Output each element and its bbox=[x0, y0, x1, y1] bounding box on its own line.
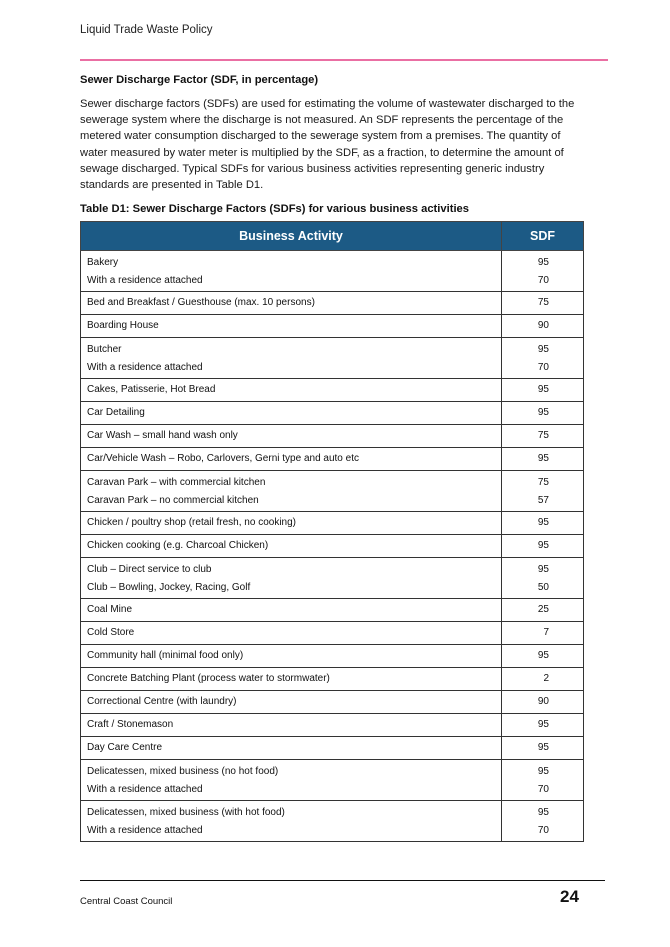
sdf-value: 95 bbox=[537, 650, 549, 661]
sdf-cell bbox=[502, 691, 584, 714]
activity-cell bbox=[81, 471, 502, 512]
activity-text: Car Detailing bbox=[87, 407, 145, 418]
table-row bbox=[81, 425, 584, 448]
header-divider bbox=[80, 59, 608, 61]
activity-text: Coal Mine bbox=[87, 604, 133, 615]
sdf-cell bbox=[502, 760, 584, 801]
activity-cell bbox=[81, 425, 502, 448]
sdf-cell bbox=[502, 599, 584, 622]
sdf-value: 75 bbox=[537, 297, 549, 308]
sdf-cell bbox=[502, 425, 584, 448]
section-heading: Sewer Discharge Factor (SDF, in percentage) bbox=[80, 74, 319, 86]
activity-text: With a residence attached bbox=[87, 784, 203, 795]
activity-text: Day Care Centre bbox=[87, 742, 163, 753]
sdf-value: 70 bbox=[537, 275, 549, 286]
activity-text: Craft / Stonemason bbox=[87, 719, 174, 730]
table-row bbox=[81, 668, 584, 691]
sdf-cell bbox=[502, 668, 584, 691]
sdf-value: 57 bbox=[537, 495, 549, 506]
table-row bbox=[81, 315, 584, 338]
sdf-value: 7 bbox=[543, 627, 549, 638]
table-row bbox=[81, 402, 584, 425]
activity-text: Bakery bbox=[87, 257, 119, 268]
page-number: 24 bbox=[560, 887, 579, 906]
activity-cell bbox=[81, 714, 502, 737]
activity-cell bbox=[81, 402, 502, 425]
sdf-value: 95 bbox=[537, 517, 549, 528]
table-row bbox=[81, 622, 584, 645]
sdf-value: 95 bbox=[537, 807, 549, 818]
sdf-cell bbox=[502, 645, 584, 668]
sdf-cell bbox=[502, 448, 584, 471]
sdf-cell bbox=[502, 535, 584, 558]
table-row bbox=[81, 737, 584, 760]
activity-text: Caravan Park – with commercial kitchen bbox=[87, 477, 266, 488]
activity-text: Correctional Centre (with laundry) bbox=[87, 696, 237, 707]
footer-divider bbox=[80, 880, 605, 881]
activity-cell bbox=[81, 737, 502, 760]
table-row bbox=[81, 251, 584, 292]
intro-paragraph: Sewer discharge factors (SDFs) are used for estimating the volume of wastewater discharged to the sewerage system where the discharge is not measured. An SDF represents the percentage of the metered water consumption discharged to the sewerage system from a premises. The quantity of water measured by water meter is multiplied by the SDF, as a fraction, to determine the amount of sewage discharged. Typical SDFs for various business activities representing generic industry standards are presented in Table D1. bbox=[80, 98, 575, 192]
activity-text: Caravan Park – no commercial kitchen bbox=[87, 495, 259, 506]
sdf-value: 25 bbox=[537, 604, 549, 615]
table-header-row bbox=[81, 222, 584, 251]
table-row bbox=[81, 379, 584, 402]
activity-cell bbox=[81, 801, 502, 842]
sdf-table-container bbox=[80, 221, 584, 842]
sdf-value: 95 bbox=[537, 453, 549, 464]
table-row bbox=[81, 801, 584, 842]
sdf-value: 2 bbox=[543, 673, 549, 684]
activity-cell bbox=[81, 448, 502, 471]
sdf-value: 95 bbox=[537, 344, 549, 355]
activity-cell bbox=[81, 558, 502, 599]
sdf-cell bbox=[502, 622, 584, 645]
activity-text: Car Wash – small hand wash only bbox=[87, 430, 238, 441]
sdf-cell bbox=[502, 379, 584, 402]
sdf-value: 70 bbox=[537, 362, 549, 373]
activity-text: Club – Bowling, Jockey, Racing, Golf bbox=[87, 582, 251, 593]
activity-cell bbox=[81, 599, 502, 622]
table-row bbox=[81, 535, 584, 558]
table-row bbox=[81, 292, 584, 315]
sdf-cell bbox=[502, 512, 584, 535]
activity-text: Butcher bbox=[87, 344, 122, 355]
activity-cell bbox=[81, 668, 502, 691]
sdf-value: 75 bbox=[537, 430, 549, 441]
table-row bbox=[81, 558, 584, 599]
sdf-value: 95 bbox=[537, 564, 549, 575]
activity-text: Delicatessen, mixed business (with hot food) bbox=[87, 807, 285, 818]
activity-cell bbox=[81, 535, 502, 558]
sdf-value: 95 bbox=[537, 742, 549, 753]
activity-text: With a residence attached bbox=[87, 825, 203, 836]
sdf-cell bbox=[502, 251, 584, 292]
activity-cell bbox=[81, 251, 502, 292]
table-row bbox=[81, 471, 584, 512]
sdf-cell bbox=[502, 801, 584, 842]
sdf-value: 90 bbox=[537, 320, 549, 331]
sdf-value: 70 bbox=[537, 784, 549, 795]
table-row bbox=[81, 645, 584, 668]
sdf-cell bbox=[502, 737, 584, 760]
activity-text: Chicken / poultry shop (retail fresh, no cooking) bbox=[87, 517, 296, 528]
table-caption: Table D1: Sewer Discharge Factors (SDFs) for various business activities bbox=[80, 203, 469, 215]
sdf-cell bbox=[502, 471, 584, 512]
activity-text: Cakes, Patisserie, Hot Bread bbox=[87, 384, 216, 395]
table-row bbox=[81, 338, 584, 379]
activity-cell bbox=[81, 315, 502, 338]
sdf-value: 95 bbox=[537, 540, 549, 551]
activity-text: Boarding House bbox=[87, 320, 159, 331]
activity-text: With a residence attached bbox=[87, 362, 203, 373]
sdf-value: 95 bbox=[537, 407, 549, 418]
sdf-value: 70 bbox=[537, 825, 549, 836]
activity-text: With a residence attached bbox=[87, 275, 203, 286]
activity-text: Community hall (minimal food only) bbox=[87, 650, 244, 661]
sdf-cell bbox=[502, 315, 584, 338]
sdf-value: 95 bbox=[537, 384, 549, 395]
activity-cell bbox=[81, 645, 502, 668]
table-body bbox=[81, 251, 584, 842]
activity-cell bbox=[81, 292, 502, 315]
sdf-cell bbox=[502, 558, 584, 599]
table-row bbox=[81, 691, 584, 714]
activity-cell bbox=[81, 338, 502, 379]
table-row bbox=[81, 512, 584, 535]
footer-organization: Central Coast Council bbox=[80, 896, 173, 907]
sdf-value: 90 bbox=[537, 696, 549, 707]
column-header-sdf: SDF bbox=[502, 222, 584, 251]
sdf-value: 75 bbox=[537, 477, 549, 488]
activity-text: Car/Vehicle Wash – Robo, Carlovers, Gerni type and auto etc bbox=[87, 453, 359, 464]
sdf-value: 95 bbox=[537, 719, 549, 730]
table-row bbox=[81, 599, 584, 622]
activity-cell bbox=[81, 622, 502, 645]
sdf-cell bbox=[502, 402, 584, 425]
activity-cell bbox=[81, 691, 502, 714]
sdf-value: 50 bbox=[537, 582, 549, 593]
sdf-cell bbox=[502, 338, 584, 379]
activity-text: Chicken cooking (e.g. Charcoal Chicken) bbox=[87, 540, 269, 551]
sdf-value: 95 bbox=[537, 257, 549, 268]
activity-cell bbox=[81, 379, 502, 402]
sdf-cell bbox=[502, 292, 584, 315]
activity-text: Concrete Batching Plant (process water to stormwater) bbox=[87, 673, 330, 684]
activity-cell bbox=[81, 760, 502, 801]
document-header-title: Liquid Trade Waste Policy bbox=[80, 24, 213, 36]
activity-cell bbox=[81, 512, 502, 535]
table-row bbox=[81, 760, 584, 801]
sdf-cell bbox=[502, 714, 584, 737]
sdf-table bbox=[80, 221, 584, 842]
table-row bbox=[81, 448, 584, 471]
column-header-activity: Business Activity bbox=[81, 222, 502, 251]
table-row bbox=[81, 714, 584, 737]
activity-text: Club – Direct service to club bbox=[87, 564, 212, 575]
activity-text: Cold Store bbox=[87, 627, 135, 638]
activity-text: Bed and Breakfast / Guesthouse (max. 10 persons) bbox=[87, 297, 315, 308]
sdf-value: 95 bbox=[537, 766, 549, 777]
activity-text: Delicatessen, mixed business (no hot food) bbox=[87, 766, 279, 777]
